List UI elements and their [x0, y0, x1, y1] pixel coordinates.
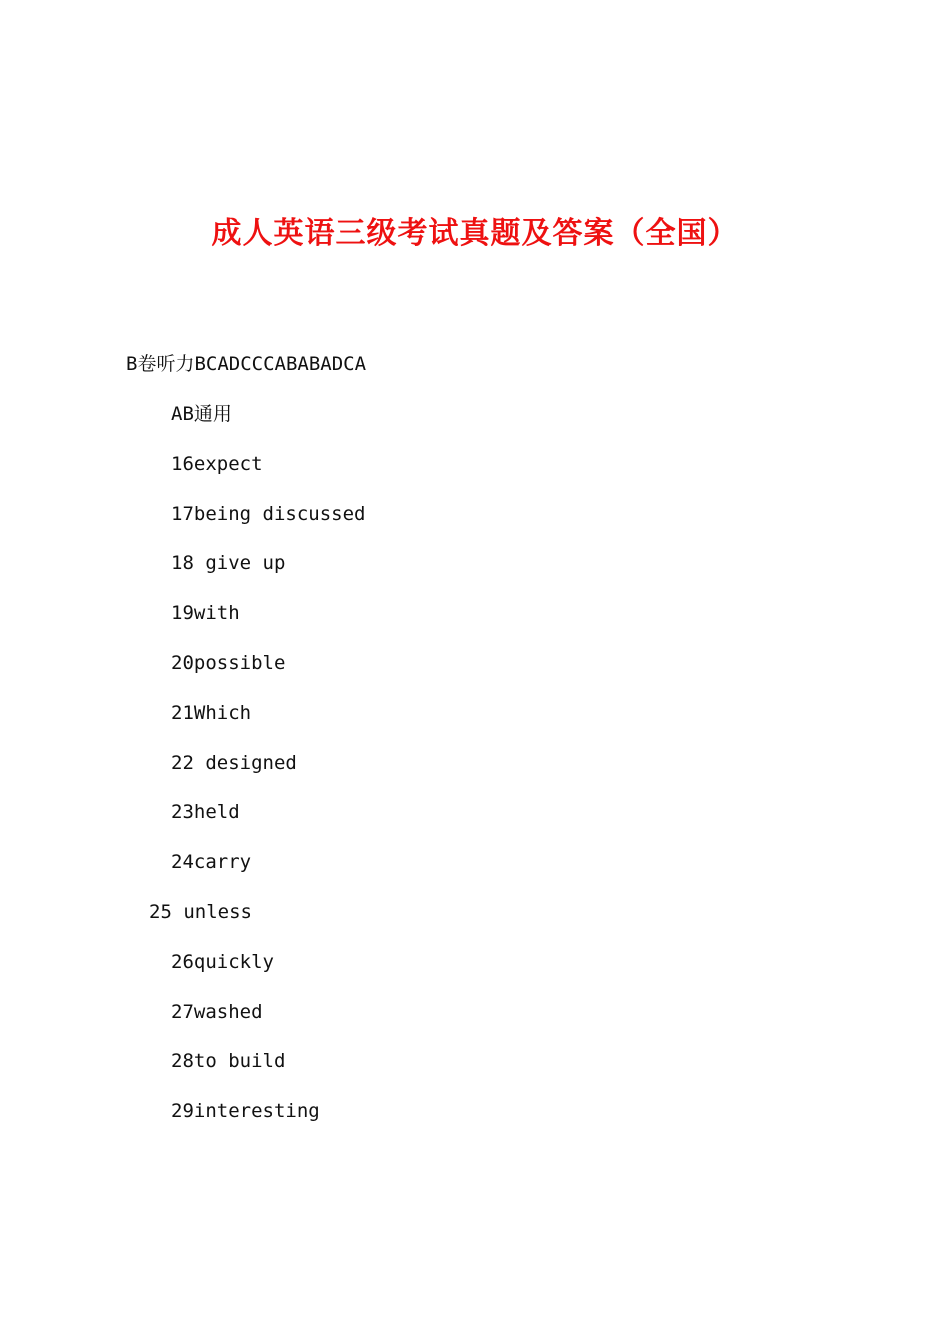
answer-item: 23held	[171, 801, 240, 824]
answer-item: 17being discussed	[171, 502, 366, 525]
listening-answers-line: B卷听力BCADCCCABABADCA	[126, 353, 367, 375]
answer-item: 24carry	[171, 851, 252, 874]
answer-item: 16expect	[171, 452, 263, 475]
answer-item: 27washed	[171, 1000, 263, 1023]
answer-item: 26quickly	[171, 950, 274, 973]
answer-list	[0, 402, 950, 1149]
document-title: 成人英语三级考试真题及答案（全国）	[211, 216, 739, 251]
answer-item: 22 designed	[171, 751, 297, 774]
answer-item: 25 unless	[149, 900, 252, 923]
answer-item: 18 give up	[171, 552, 286, 575]
answer-item: 21Which	[171, 701, 252, 724]
section-heading: AB通用	[171, 403, 232, 425]
answer-item: 28to build	[171, 1050, 286, 1073]
answer-item: 19with	[171, 602, 240, 625]
answer-item: 29interesting	[171, 1100, 320, 1123]
answer-item: 20possible	[171, 651, 286, 674]
